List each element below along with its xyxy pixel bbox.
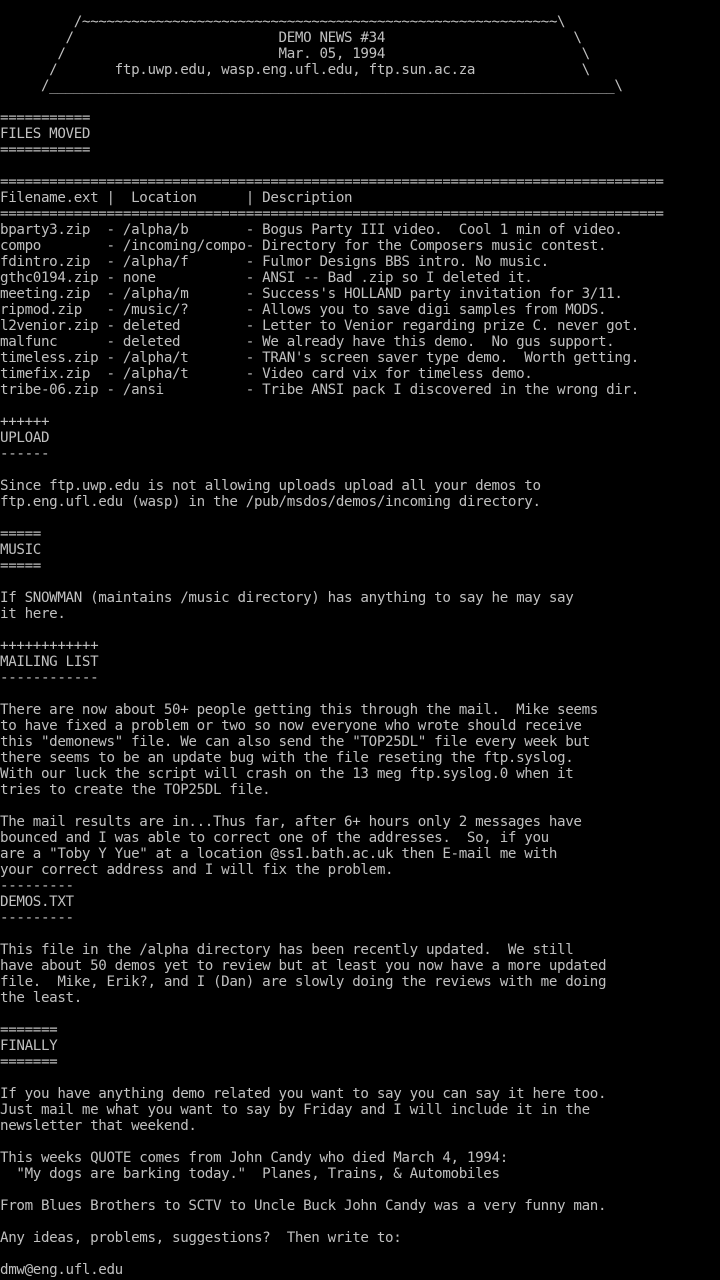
terminal-line: This file in the /alpha directory has been recently updated. We still — [0, 942, 574, 958]
terminal-line: there seems to be an update bug with the file reseting the ftp.syslog. — [0, 750, 574, 766]
terminal-line — [0, 158, 720, 174]
terminal-line: timefix.zip - /alpha/t - Video card vix for timeless demo. — [0, 366, 533, 382]
terminal-line: timeless.zip - /alpha/t - TRAN's screen saver type demo. Worth getting. — [0, 350, 639, 366]
terminal-line: to have fixed a problem or two so now everyone who wrote should receive — [0, 718, 582, 734]
terminal-line: gthc0194.zip - none - ANSI -- Bad .zip so I deleted it. — [0, 270, 533, 286]
terminal-line — [0, 622, 720, 638]
terminal-line: bounced and I was able to correct one of the addresses. So, if you — [0, 830, 549, 846]
terminal-line: ------------ — [0, 670, 99, 686]
terminal-line: =========== — [0, 110, 91, 126]
terminal-line: UPLOAD — [0, 430, 50, 446]
terminal-line: have about 50 demos yet to review but at least you now have a more updated — [0, 958, 607, 974]
terminal-line: ftp.eng.ufl.edu (wasp) in the /pub/msdos/demos/incoming directory. — [0, 494, 541, 510]
terminal-line — [0, 798, 720, 814]
terminal-line: ripmod.zip - /music/? - Allows you to save digi samples from MODS. — [0, 302, 607, 318]
terminal-line: fdintro.zip - /alpha/f - Fulmor Designs BBS intro. No music. — [0, 254, 549, 270]
terminal-line: FILES MOVED — [0, 126, 91, 142]
terminal-line — [0, 462, 720, 478]
terminal-line: Filename.ext | Location | Description — [0, 190, 353, 206]
terminal-line — [0, 510, 720, 526]
terminal-line: ------ — [0, 446, 50, 462]
terminal-line: file. Mike, Erik?, and I (Dan) are slowly doing the reviews with me doing — [0, 974, 607, 990]
terminal-line: With our luck the script will crash on the 13 meg ftp.syslog.0 when it — [0, 766, 574, 782]
terminal-line: ===== — [0, 526, 41, 542]
terminal-line: If you have anything demo related you want to say you can say it here too. — [0, 1086, 607, 1102]
terminal-line: This weeks QUOTE comes from John Candy who died March 4, 1994: — [0, 1150, 508, 1166]
terminal-line: Just mail me what you want to say by Friday and I will include it in the — [0, 1102, 590, 1118]
terminal-line: ================================================================================= — [0, 206, 664, 222]
terminal-line: =========== — [0, 142, 91, 158]
terminal-line: meeting.zip - /alpha/m - Success's HOLLAND party invitation for 3/11. — [0, 286, 623, 302]
terminal-line: --------- — [0, 910, 74, 926]
terminal-line — [0, 1006, 720, 1022]
terminal-line: If SNOWMAN (maintains /music directory) has anything to say he may say — [0, 590, 574, 606]
terminal-line: The mail results are in...Thus far, after 6+ hours only 2 messages have — [0, 814, 582, 830]
terminal-line: this "demonews" file. We can also send the "TOP25DL" file every week but — [0, 734, 590, 750]
terminal-line: Any ideas, problems, suggestions? Then write to: — [0, 1230, 402, 1246]
terminal-screen — [0, 14, 720, 1280]
terminal-line — [0, 1134, 720, 1150]
terminal-line: /~~~~~~~~~~~~~~~~~~~~~~~~~~~~~~~~~~~~~~~~~~~~~~~~~~~~~~~~~~\ — [0, 14, 566, 30]
terminal-line: malfunc - deleted - We already have this demo. No gus support. — [0, 334, 615, 350]
terminal-line — [0, 398, 720, 414]
terminal-line: the least. — [0, 990, 82, 1006]
terminal-line: tries to create the TOP25DL file. — [0, 782, 271, 798]
terminal-line: --------- — [0, 878, 74, 894]
terminal-line: bparty3.zip - /alpha/b - Bogus Party III video. Cool 1 min of video. — [0, 222, 623, 238]
terminal-line: tribe-06.zip - /ansi - Tribe ANSI pack I discovered in the wrong dir. — [0, 382, 639, 398]
terminal-line: newsletter that weekend. — [0, 1118, 197, 1134]
terminal-line — [0, 686, 720, 702]
terminal-line — [0, 94, 720, 110]
terminal-line: Since ftp.uwp.edu is not allowing uploads upload all your demos to — [0, 478, 541, 494]
terminal-line — [0, 574, 720, 590]
terminal-line: l2venior.zip - deleted - Letter to Venior regarding prize C. never got. — [0, 318, 639, 334]
terminal-line: MAILING LIST — [0, 654, 99, 670]
terminal-line: ======= — [0, 1022, 58, 1038]
terminal-line: DEMOS.TXT — [0, 894, 74, 910]
terminal-line: There are now about 50+ people getting this through the mail. Mike seems — [0, 702, 598, 718]
terminal-line: are a "Toby Y Yue" at a location @ss1.bath.ac.uk then E-mail me with — [0, 846, 558, 862]
terminal-line: From Blues Brothers to SCTV to Uncle Buck John Candy was a very funny man. — [0, 1198, 607, 1214]
terminal-line: / Mar. 05, 1994 \ — [0, 46, 590, 62]
terminal-line: ++++++++++++ — [0, 638, 99, 654]
terminal-line: / DEMO NEWS #34 \ — [0, 30, 582, 46]
terminal-line: ++++++ — [0, 414, 50, 430]
terminal-line: "My dogs are barking today." Planes, Trains, & Automobiles — [0, 1166, 500, 1182]
terminal-line: ======= — [0, 1054, 58, 1070]
terminal-line — [0, 1182, 720, 1198]
terminal-line: / ftp.uwp.edu, wasp.eng.ufl.edu, ftp.sun.ac.za \ — [0, 62, 590, 78]
terminal-line: it here. — [0, 606, 66, 622]
terminal-line: /_____________________________________________________________________\ — [0, 78, 623, 94]
terminal-line: ================================================================================= — [0, 174, 664, 190]
terminal-line: your correct address and I will fix the problem. — [0, 862, 394, 878]
terminal-line — [0, 926, 720, 942]
terminal-line — [0, 1070, 720, 1086]
terminal-line — [0, 1214, 720, 1230]
terminal-line: ===== — [0, 558, 41, 574]
terminal-line — [0, 1246, 720, 1262]
terminal-line: FINALLY — [0, 1038, 58, 1054]
terminal-line: MUSIC — [0, 542, 41, 558]
terminal-line: compo - /incoming/compo- Directory for the Composers music contest. — [0, 238, 607, 254]
terminal-line: dmw@eng.ufl.edu — [0, 1262, 123, 1278]
